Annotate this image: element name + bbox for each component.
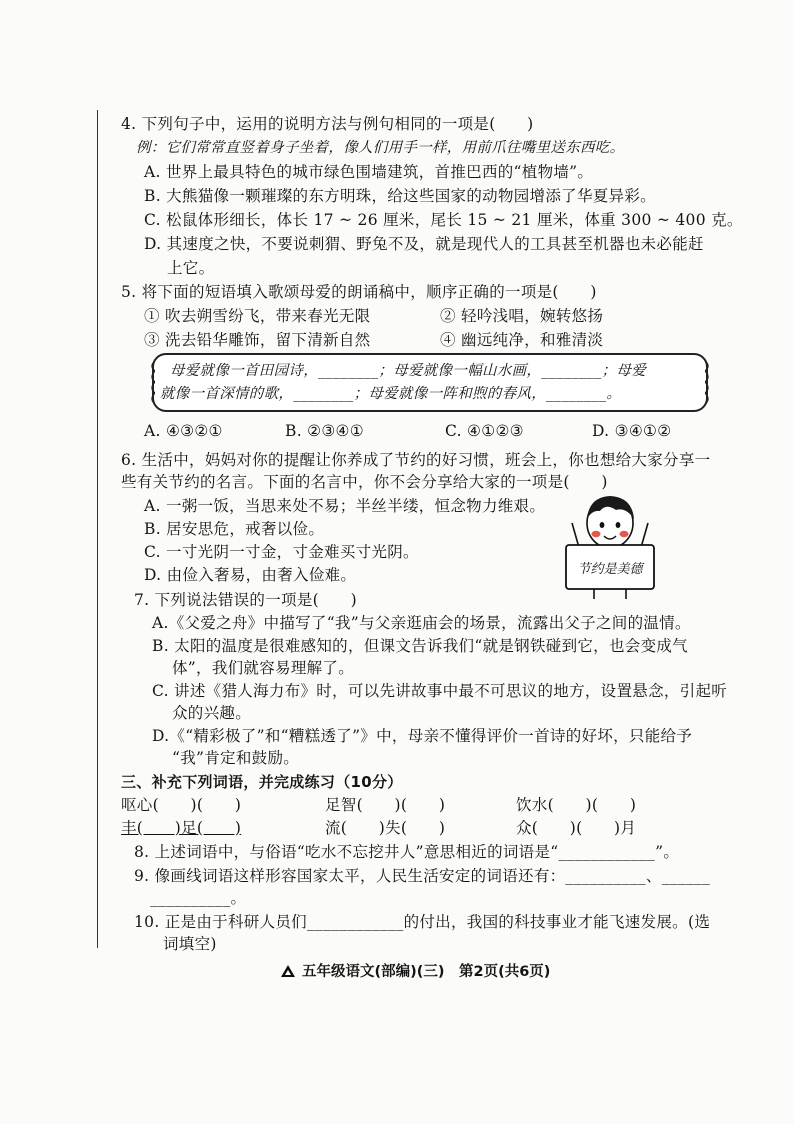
box-scallop-right [705, 361, 711, 404]
q7-option-b-cont: 体”，我们就容易理解了。 [172, 659, 355, 677]
q4-stem: 4. 下列句子中，运用的说明方法与例句相同的一项是( ) [121, 115, 534, 133]
word-1: 呕心( )( ) [121, 796, 242, 814]
q5-option-b: B. ②③④① [285, 422, 364, 440]
q7-stem: 7. 下列说法错误的一项是( ) [134, 591, 357, 609]
q7-option-b: B. 太阳的温度是很难感知的，但课文告诉我们“就是钢铁碰到它，也会变成气 [152, 637, 688, 655]
word-6: 众( )( )月 [516, 819, 637, 837]
margin-line [97, 110, 98, 948]
q6-stem-cont: 些有关节约的名言。下面的名言中，你不会分享给大家的一项是( ) [121, 473, 608, 491]
child-holding-sign-illustration [556, 483, 664, 601]
page-footer [280, 960, 550, 981]
q7-option-d: D.《“精彩极了”和“糟糕透了”》中，母亲不懂得评价一首诗的好坏，只能给予 [152, 727, 693, 745]
q5-phrase-1: ① 吹去朔雪纷飞，带来春光无限 [144, 307, 371, 325]
word-5: 流( )失( ) [325, 819, 446, 837]
q9-cont: __________。 [150, 889, 247, 907]
q4-option-a: A. 世界上最具特色的城市绿色围墙建筑，首推巴西的“植物墙”。 [144, 163, 594, 181]
q8: 8. 上述词语中，与俗语“吃水不忘挖井人”意思相近的词语是“____________”。 [134, 843, 680, 861]
word-4-underlined: 丰( )足( ) [121, 819, 242, 837]
triangle-logo-icon [280, 964, 296, 978]
section-3-title: 三、补充下列词语，并完成练习（10分） [121, 773, 403, 791]
footer-text: 五年级语文(部编)(三) 第2页(共6页) [302, 964, 551, 980]
q10-cont: 词填空) [163, 935, 217, 953]
q5-option-d: D. ③④①② [592, 422, 672, 440]
q4-option-b: B. 大熊猫像一颗璀璨的东方明珠，给这些国家的动物园增添了华夏异彩。 [144, 187, 656, 205]
sign-text: 节约是美德 [577, 562, 643, 577]
box-scallop-left [149, 361, 155, 404]
q6-option-c: C. 一寸光阴一寸金，寸金难买寸光阴。 [144, 543, 419, 561]
q5-phrase-3: ③ 洗去铅华雕饰，留下清新自然 [144, 331, 371, 349]
poem-line-2: 就像一首深情的歌，________；母爱就像一阵和煦的春风，________。 [160, 386, 622, 402]
q4-option-d-cont: 上它。 [167, 259, 215, 277]
q6-option-b: B. 居安思危，戒奢以俭。 [144, 520, 325, 538]
q5-stem: 5. 将下面的短语填入歌颂母爱的朗诵稿中，顺序正确的一项是( ) [121, 283, 597, 301]
q10: 10. 正是由于科研人员们____________的付出，我国的科技事业才能飞速发展。(选 [134, 913, 711, 931]
q7-option-c: C. 讲述《猎人海力布》时，可以先讲故事中最不可思议的地方，设置悬念，引起听 [152, 682, 728, 700]
q5-phrase-4: ④ 幽远纯净，和雅清淡 [440, 331, 604, 349]
q7-option-d-cont: “我”肯定和鼓励。 [172, 749, 300, 767]
poem-box [152, 353, 708, 412]
q4-option-d: D. 其速度之快，不要说刺猬、野兔不及，就是现代人的工具甚至机器也未必能赶 [144, 235, 704, 253]
q6-stem: 6. 生活中，妈妈对你的提醒让你养成了节约的好习惯，班会上，你也想给大家分享一 [121, 451, 711, 469]
q6-option-a: A. 一粥一饭，当思来处不易；半丝半缕，恒念物力维艰。 [144, 497, 546, 515]
word-2: 足智( )( ) [325, 796, 446, 814]
q7-option-c-cont: 众的兴趣。 [172, 704, 252, 722]
q5-phrase-2: ② 轻吟浅唱，婉转悠扬 [440, 307, 604, 325]
q6-option-d: D. 由俭入奢易，由奢入俭难。 [144, 566, 357, 584]
q5-option-c: C. ④①②③ [445, 422, 524, 440]
q9: 9. 像画线词语这样形容国家太平，人民生活安定的词语还有：__________、______ [134, 867, 711, 885]
q4-example: 例：它们常常直竖着身子坐着，像人们用手一样，用前爪往嘴里送东西吃。 [136, 140, 625, 156]
word-3: 饮水( )( ) [516, 796, 637, 814]
q5-option-a: A. ④③②① [144, 422, 223, 440]
q7-option-a: A.《父爱之舟》中描写了“我”与父亲逛庙会的场景，流露出父子之间的温情。 [152, 614, 691, 632]
q4-option-c: C. 松鼠体形细长，体长 17 ~ 26 厘米，尾长 15 ~ 21 厘米，体重 300 ~ 400 克。 [144, 211, 743, 229]
poem-line-1: 母爱就像一首田园诗，________；母爱就像一幅山水画，________；母爱 [170, 363, 646, 379]
